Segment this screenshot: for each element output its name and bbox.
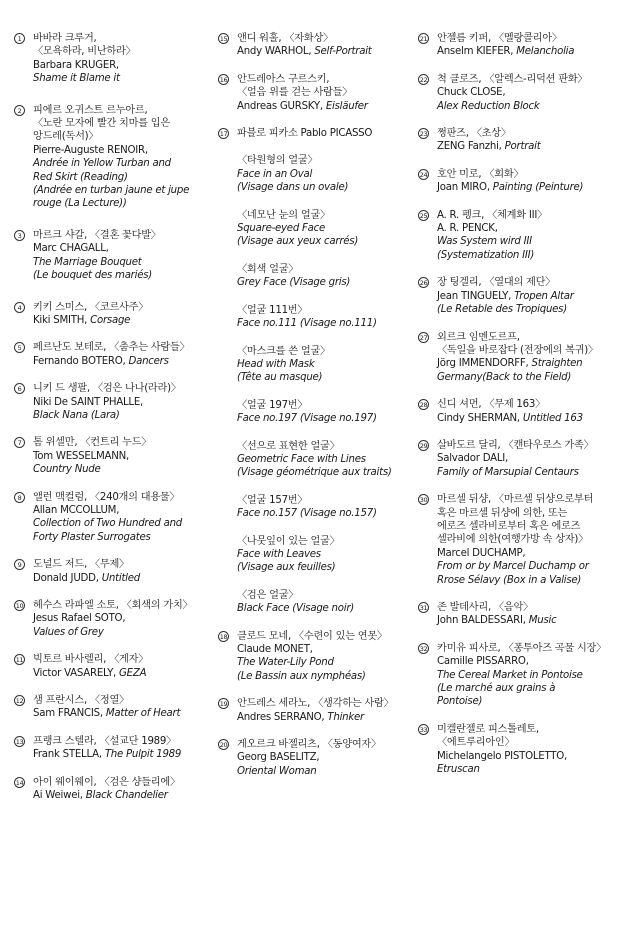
work-title-line: Grey Face (Visage gris) [237,277,351,289]
work-title: Dancers [128,355,169,367]
text-line: Tom WESSELMANN, [33,450,129,462]
entry-number-badge: 1 [14,33,25,44]
catalog-entry [12,301,208,328]
work-title-line: (Visage dans un ovale) [237,182,349,194]
work-title-line: Face in an Oval [237,168,313,180]
work-title-line: Head with Mask [237,358,315,370]
sub-work [237,209,406,249]
work-title: Untitled [101,572,141,584]
artist-title-line [237,45,406,58]
catalog-entry [12,229,208,283]
entry-number-badge: 22 [419,75,428,84]
text-line: 〈선으로 표현한 얼굴〉 [237,440,340,452]
artist-name: Donald JUDD, [33,572,102,584]
work-title-line: Face no.111 (Visage no.111) [237,318,377,330]
artist-title-line [437,140,616,153]
entry-number-badge: 8 [14,492,25,503]
text-line: Barbara KRUGER, [33,59,119,71]
text-line: 혹은 마르셀 뒤샹에 의한, 또는 [437,507,568,519]
entry-number-badge: 10 [15,602,24,610]
artist-title-line [437,45,616,58]
work-title-line: Face with Leaves [237,548,321,560]
text-line: 척 클로즈, 〈알렉스-리덕션 판화〉 [437,73,588,85]
text-line: 안드레스 세라노, 〈생각하는 사람〉 [237,698,394,710]
work-title: Music [528,615,557,627]
work-title: GEZA [119,667,147,679]
work-title: Eisläufer [325,100,368,112]
text-line: 클로드 모네, 〈수련이 있는 연못〉 [237,630,387,642]
work-title-line: Collection of Two Hundred and [33,518,182,530]
work-title-line: (Le marché aux grains à [437,683,556,695]
entry-number-badge: 11 [15,656,24,665]
work-title-line: Black Nana (Lara) [33,409,120,421]
work-title-line: Was System wird III [437,236,532,248]
text-line: 카미유 피사로, 〈퐁투아즈 곡물 시장〉 [437,642,607,654]
text-line: 안드레아스 구르스키, [237,73,330,85]
work-title-line: Country Nude [33,464,101,476]
catalog-column-2 [216,32,406,778]
work-title: Tropen Altar [514,290,574,302]
sub-work [237,399,406,426]
catalog-entry [416,209,616,263]
catalog-entry [216,32,406,59]
catalog-entry [12,599,208,639]
catalog-entry [416,127,616,154]
text-line: 〈노란 모자에 빨간 치마를 입은 [33,118,170,130]
catalog-entry [416,276,616,316]
catalog-entry [12,104,208,211]
text-line: 샘 프란시스, 〈정열〉 [33,695,129,707]
artist-name: Andreas GURSKY, [237,100,326,112]
catalog-entry [12,382,208,422]
work-title-line: Red Skirt (Reading) [33,171,128,183]
catalog-entry [416,398,616,425]
work-title: The Pulpit 1989 [104,749,182,761]
work-title-line: (Visage aux feuilles) [237,562,336,574]
text-line: 〈검은 얼굴〉 [237,589,299,601]
text-line: 〈얼굴 111번〉 [237,304,308,316]
sub-work [237,535,406,575]
artist-name: Ai Weiwei, [33,790,86,802]
work-title: Portrait [504,141,541,153]
text-line: 미켈란젤로 피스톨레토, [437,723,539,735]
text-line: 〈얼음 위를 걷는 사람들〉 [237,87,353,99]
work-title-line: Face no.157 (Visage no.157) [237,508,377,520]
artist-name: Kiki SMITH, [33,314,91,326]
artist-title-line [437,181,616,194]
text-line: 쩡판즈, 〈초상〉 [437,128,511,140]
text-line: 아이 웨이웨이, 〈검은 샹들리에〉 [33,776,180,788]
work-title-line: (Le Bassin aux nymphéas) [237,670,366,682]
work-title-line: (Systematization III) [437,249,535,261]
artist-title-line [437,614,616,627]
catalog-entry [416,723,616,777]
catalog-entry [12,436,208,476]
entry-number-badge: 20 [219,741,228,750]
work-title-line: Face no.197 (Visage no.197) [237,413,377,425]
catalog-entry [416,168,616,195]
catalog-entry [216,697,406,724]
work-title-line: Oriental Woman [237,765,317,777]
artist-name: Jörg IMMENDORFF, [437,358,532,370]
artist-name: Fernando BOTERO, [33,355,129,367]
text-line: 외르크 임멘도르프, [437,331,520,343]
catalog-entry [416,439,616,479]
work-title-line: (Visage géométrique aux traits) [237,467,392,479]
text-line: 셀라비에 의한(여행가방 속 상자)〉 [437,534,589,546]
text-line: Salvador DALI, [437,453,508,465]
artist-name: Victor VASARELY, [33,667,120,679]
work-title-line: Family of Marsupial Centaurs [437,466,579,478]
text-line: 마르크 샤갈, 〈결혼 꽃다발〉 [33,229,161,241]
artist-title-line [33,707,208,720]
artist-name: Andres SERRANO, [237,711,328,723]
artist-name: Jean TINGUELY, [437,290,515,302]
work-title: Thinker [327,711,364,723]
text-line: 〈독일을 바로잡다 (전장에의 복귀)〉 [437,344,598,356]
entry-number-badge: 25 [419,211,428,220]
entry-number-badge: 15 [219,35,228,43]
catalog-entry [416,601,616,628]
catalog-column-3 [416,32,616,776]
entry-number-badge: 18 [219,632,228,641]
text-line: Michelangelo PISTOLETTO, [437,750,568,762]
catalog-entry [216,73,406,113]
text-line: 게오르크 바젤리츠, 〈동양여자〉 [237,739,381,751]
text-line: 신디 셔먼, 〈무제 163〉 [437,399,546,411]
text-line: 살바도르 달리, 〈캔타우로스 가족〉 [437,439,594,451]
sub-work [237,589,406,616]
catalog-entry [12,32,208,86]
artist-name: ZENG Fanzhi, [437,141,505,153]
text-line: 헤수스 라파엘 소토, 〈회색의 가치〉 [33,600,193,611]
catalog-entry [416,493,616,587]
work-title-line: Black Face (Visage noir) [237,603,354,615]
sub-work [237,304,406,331]
artist-title-line [437,290,616,303]
text-line: 〈에트루리아인〉 [437,737,515,749]
entry-number-badge: 30 [419,496,428,505]
work-title: Black Chandelier [85,790,168,802]
text-line: 앤디 워홀, 〈자화상〉 [237,33,333,44]
artist-title-line [237,711,406,724]
catalog-entry [416,331,616,385]
work-title-line: Etruscan [437,764,480,776]
artist-name: Sam FRANCIS, [33,708,106,720]
text-line: A. R. PENCK, [437,223,498,235]
entry-number-badge: 24 [419,170,428,179]
text-line: 〈마스크를 쓴 얼굴〉 [237,345,330,357]
work-title-line: (Le bouquet des mariés) [33,270,153,282]
artist-title-line [33,572,208,585]
text-line: 도널드 저드, 〈무제〉 [33,559,129,571]
text-line: 〈나뭇잎이 있는 얼굴〉 [237,535,340,547]
text-line: Claude MONET, [237,644,313,655]
catalog-entry [12,341,208,368]
text-line: 니키 드 생팔, 〈검은 나나(라라)〉 [33,383,181,395]
catalog-entry [216,630,406,684]
work-title-line: Germany(Back to the Field) [437,371,572,383]
text-line: 키키 스미스, 〈코르사주〉 [33,301,149,313]
artist-name: Joan MIRO, [437,182,493,194]
work-title: Painting (Peinture) [492,182,584,194]
text-line: 피에르 오귀스트 르누아르, [33,104,148,116]
catalog-entry [12,735,208,762]
entry-number-badge: 21 [419,35,428,43]
work-title-line: Alex Reduction Block [437,100,540,112]
work-title-line: Pontoise) [437,696,483,708]
text-line: 호안 미로, 〈회화〉 [437,168,524,180]
entry-number-badge: 16 [219,75,228,84]
artist-title-line [33,789,208,802]
work-title-line: Shame it Blame it [33,73,120,85]
catalog-entry [416,73,616,113]
text-line: Pierre-Auguste RENOIR, [33,144,148,156]
text-line: 안젤름 키퍼, 〈멜랑콜리아〉 [437,33,562,44]
text-line: 마르셀 뒤샹, 〈마르셀 뒤샹으로부터 [437,494,594,506]
sub-work [237,154,406,194]
work-title-line: The Water-Lily Pond [237,657,334,669]
text-line: Jesus Rafael SOTO, [33,613,126,625]
text-line: 〈얼굴 197번〉 [237,399,308,411]
entry-number-badge: 3 [14,230,25,241]
text-line: 〈얼굴 157번〉 [237,494,308,506]
work-title: Untitled 163 [522,412,583,424]
entry-number-badge: 12 [15,697,24,706]
entry-number-badge: 33 [419,725,428,734]
text-line: Marc CHAGALL, [33,243,109,255]
artist-title-line [33,355,208,368]
text-line: Camille PISSARRO, [437,656,529,668]
entry-number-badge: 27 [419,333,428,342]
work-title-line: Square-eyed Face [237,223,326,235]
text-line: 톰 위셀만, 〈컨트리 누드〉 [33,437,152,449]
entry-number-badge: 17 [219,130,228,139]
catalog-entry [12,558,208,585]
work-title: Melancholia [516,46,575,58]
work-title-line: Rrose Sélavy (Box in a Valise) [437,574,582,586]
sub-work [237,345,406,385]
entry-number-badge: 7 [14,437,25,448]
artist-name: Andy WARHOL, [237,46,315,58]
text-line: 프랭크 스텔라, 〈설교단 1989〉 [33,735,177,747]
text-line: 앨런 맥컬럼, 〈240개의 대용물〉 [33,491,180,503]
sub-work [237,440,406,480]
artist-title-line [437,412,616,425]
artist-name: Anselm KIEFER, [437,46,517,58]
text-line: Niki De SAINT PHALLE, [33,396,144,408]
text-line: 〈타원형의 얼굴〉 [237,155,318,167]
entry-number-badge: 19 [219,700,228,709]
text-line: 〈회색 얼굴〉 [237,263,299,275]
entry-number-badge: 29 [419,441,428,450]
work-title-line: The Marriage Bouquet [33,256,142,268]
entry-number-badge: 4 [14,302,25,313]
text-line: Georg BASELITZ, [237,752,320,764]
entry-number-badge: 14 [15,778,24,787]
work-title-line: (Andrée en turban jaune et jupe [33,185,190,197]
text-line: A. R. 펭크, 〈체계화 III〉 [437,209,548,221]
work-title: Matter of Heart [105,708,181,720]
artist-title-line [33,748,208,761]
work-title: Corsage [90,314,131,326]
work-title-line: (Tête au masque) [237,372,323,384]
text-line: 앙드레(독서)〉 [33,131,99,143]
entry-number-badge: 2 [14,105,25,116]
sub-work [237,494,406,521]
entry-number-badge: 31 [419,604,428,612]
text-line: 빅토르 바사렐리, 〈게자〉 [33,654,149,666]
artist-title-line [33,667,208,680]
catalog-entry [12,653,208,680]
work-title-line: rouge (La Lecture)) [33,198,127,210]
catalog-entry [216,127,406,616]
catalog-entry [216,738,406,778]
work-title-line: Values of Grey [33,626,104,638]
artist-title-line [437,357,616,370]
artist-title-line [237,100,406,113]
text-line: 에로즈 셀라비로부터 혹은 에로즈 [437,520,581,532]
work-title-line: Andrée in Yellow Turban and [33,158,171,170]
artist-name: Frank STELLA, [33,749,105,761]
work-title-line: (Visage aux yeux carrés) [237,236,359,248]
catalog-entry [12,694,208,721]
catalog-entry [12,491,208,545]
work-title-line: Forty Plaster Surrogates [33,531,151,543]
entry-number-badge: 6 [14,383,25,394]
work-title: Straighten [531,358,583,370]
entry-number-badge: 13 [15,737,24,746]
entry-number-badge: 28 [419,401,428,410]
text-line: 바바라 크루거, [33,33,97,44]
catalog-column-1 [12,32,208,802]
text-line: 장 팅겔리, 〈열대의 제단〉 [437,277,556,289]
work-title: Self-Portrait [314,46,372,58]
catalog-entry [416,32,616,59]
text-line: Allan MCCOLLUM, [33,504,120,516]
text-line: Marcel DUCHAMP, [437,547,526,559]
work-title-line: The Cereal Market in Pontoise [437,669,583,681]
entry-number-badge: 32 [419,644,428,653]
text-line: 〈네모난 눈의 얼굴〉 [237,209,330,221]
entry-number-badge: 5 [14,342,25,353]
catalog-entry [416,642,616,709]
artist-name: John BALDESSARI, [437,615,529,627]
text-line: 페르난도 보테로, 〈춤추는 사람들〉 [33,342,190,354]
catalog-entry [12,776,208,803]
work-title-line: From or by Marcel Duchamp or [437,561,589,573]
entry-number-badge: 9 [14,559,25,570]
text-line: 존 발데사리, 〈음악〉 [437,602,533,613]
entry-number-badge: 26 [419,279,428,288]
text-line: 〈모욕하라, 비난하라〉 [33,46,136,58]
text-line: 파블로 피카소 Pablo PICASSO [237,128,373,140]
work-title-line: (Le Retable des Tropiques) [437,304,567,316]
text-line: Chuck CLOSE, [437,87,506,99]
artist-name: Cindy SHERMAN, [437,412,523,424]
entry-number-badge: 23 [419,130,428,139]
artist-title-line [33,314,208,327]
work-title-line: Geometric Face with Lines [237,453,366,465]
sub-work [237,263,406,290]
